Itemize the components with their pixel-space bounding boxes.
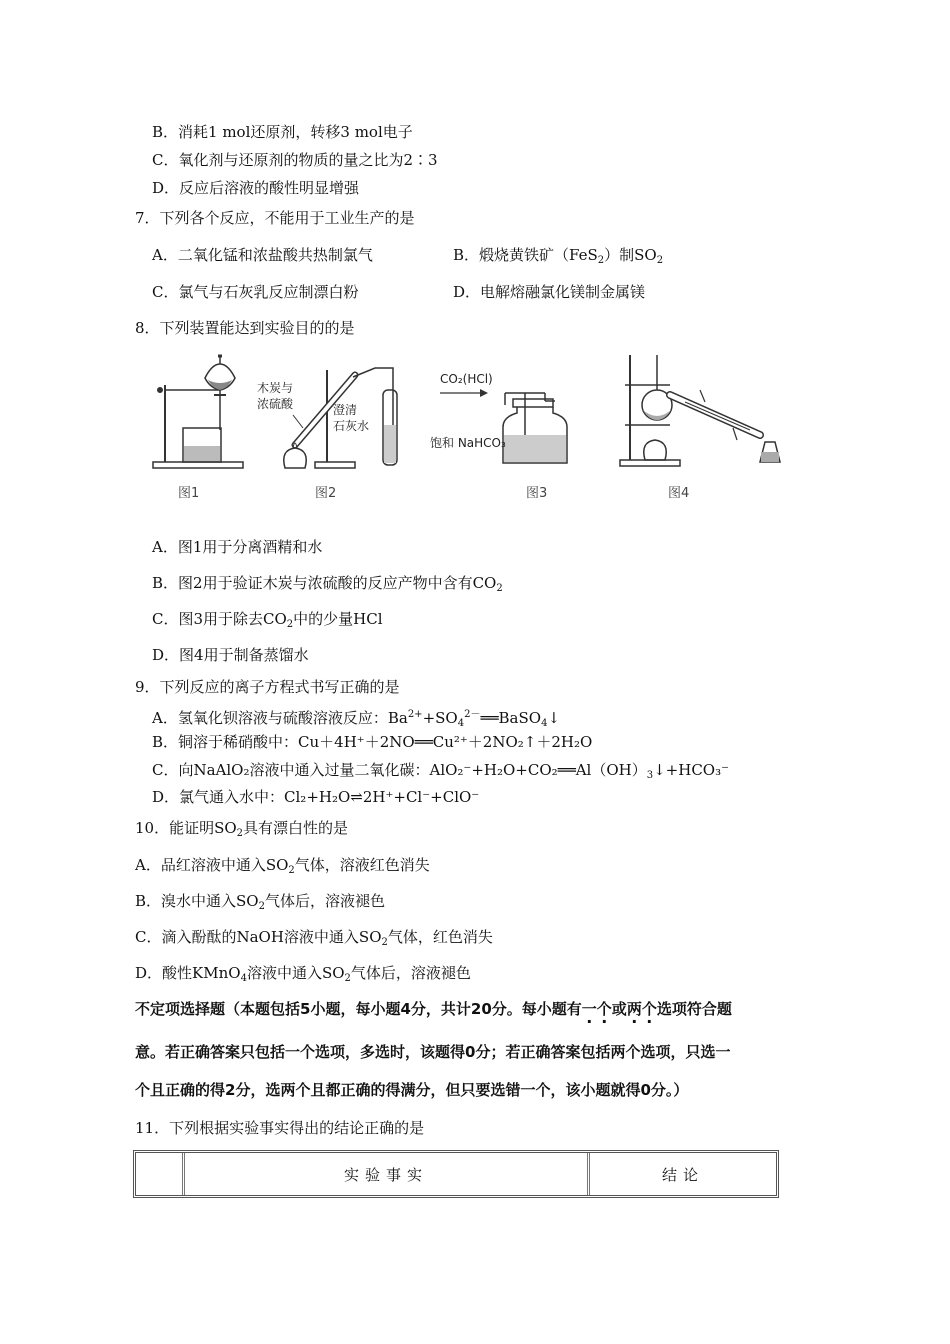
q10-option-d: D．酸性KMnO$_4$溶液中通入$SO_2$气体后，溶液褪色 — [135, 964, 471, 984]
q9-option-d: D．氯气通入水中：Cl₂+H₂O⇌2H⁺+Cl⁻+ClO⁻ — [152, 788, 480, 806]
figure-2-label-3: 澄清 — [333, 403, 358, 417]
q9-option-a: A．氢氧化钡溶液与硫酸溶液反应：$Ba^{2+}+SO_4^{2-}══BaSO_4↓$ — [152, 709, 561, 729]
figure-2-caption: 图2 — [315, 486, 337, 501]
table-header-row — [136, 1153, 776, 1195]
figure-3-caption: 图3 — [526, 486, 548, 501]
figure-1-separatory-funnel — [150, 350, 245, 475]
q7-option-b: B．煅烧黄铁矿（FeS$_2$）制$SO_2$ — [453, 246, 664, 266]
figure-2-label-1: 木炭与 — [257, 381, 294, 395]
q8-option-d: D．图4用于制备蒸馏水 — [152, 646, 309, 664]
figure-4-distillation — [615, 350, 785, 475]
figure-2-charcoal-reaction — [255, 350, 405, 475]
q10-option-b: B．溴水中通入$SO_2$气体后，溶液褪色 — [135, 892, 385, 912]
figure-3-gas-label: CO₂(HCl) — [440, 372, 493, 386]
q6-option-c: C．氧化剂与还原剂的物质的量之比为2∶3 — [152, 151, 438, 169]
figure-2-label-4: 石灰水 — [333, 419, 370, 433]
figure-3-gas-washing-bottle — [425, 365, 585, 475]
q6-option-b: B．消耗1 mol还原剂，转移3 mol电子 — [152, 123, 413, 141]
q9-option-b: B．铜溶于稀硝酸中：Cu＋4H⁺＋2NO══Cu²⁺＋2NO₂↑＋2H₂O — [152, 733, 593, 751]
q9-stem: 9．下列反应的离子方程式书写正确的是 — [135, 678, 400, 696]
figure-3-solution-label: 饱和 NaHCO₃ — [430, 436, 506, 450]
figure-1-caption: 图1 — [178, 486, 200, 501]
q8-option-c: C．图3用于除去$CO_2$中的少量HCl — [152, 610, 383, 630]
q11-table — [133, 1150, 779, 1198]
q8-option-b: B．图2用于验证木炭与浓硫酸的反应产物中含有$CO_2$ — [152, 574, 503, 594]
q10-stem: 10．能证明$SO_2$具有漂白性的是 — [135, 819, 349, 839]
table-header-conclusion: 结论 — [661, 1165, 704, 1184]
q7-option-c: C．氯气与石灰乳反应制漂白粉 — [152, 283, 359, 301]
q8-option-a: A．图1用于分离酒精和水 — [152, 538, 323, 556]
q10-option-a: A．品红溶液中通入$SO_2$气体，溶液红色消失 — [135, 856, 430, 876]
q8-stem: 8．下列装置能达到实验目的的是 — [135, 319, 355, 337]
q6-option-d: D．反应后溶液的酸性明显增强 — [152, 179, 360, 197]
figure-4-caption: 图4 — [668, 486, 690, 501]
figure-2-label-2: 浓硫酸 — [257, 397, 294, 411]
section-instructions-line-2: 意。若正确答案只包括一个选项，多选时，该题得0分；若正确答案包括两个选项，只选一 — [135, 1043, 731, 1061]
section-instructions-line-3: 个且正确的得2分，选两个且都正确的得满分，但只要选错一个，该小题就得0分。） — [135, 1081, 689, 1099]
table-header-blank — [136, 1153, 185, 1195]
q11-stem: 11．下列根据实验事实得出的结论正确的是 — [135, 1119, 425, 1137]
section-instructions-line-1: 不定项选择题（本题包括5小题，每小题4分，共计20分。每小题有一个或两个选项符合题 — [135, 1000, 732, 1018]
q10-option-c: C．滴入酚酞的NaOH溶液中通入$SO_2$气体，红色消失 — [135, 928, 493, 948]
q7-option-d: D．电解熔融氯化镁制金属镁 — [453, 283, 646, 301]
table-header-fact: 实验事实 — [185, 1153, 590, 1195]
q9-option-c: C．向NaAlO₂溶液中通入过量二氧化碳：$AlO_2^-+H_2O+CO_2══Al(OH)_3↓+HCO_3^-$ — [152, 761, 730, 781]
q7-option-a: A．二氧化锰和浓盐酸共热制氯气 — [152, 246, 373, 264]
q7-stem: 7．下列各个反应，不能用于工业生产的是 — [135, 209, 415, 227]
